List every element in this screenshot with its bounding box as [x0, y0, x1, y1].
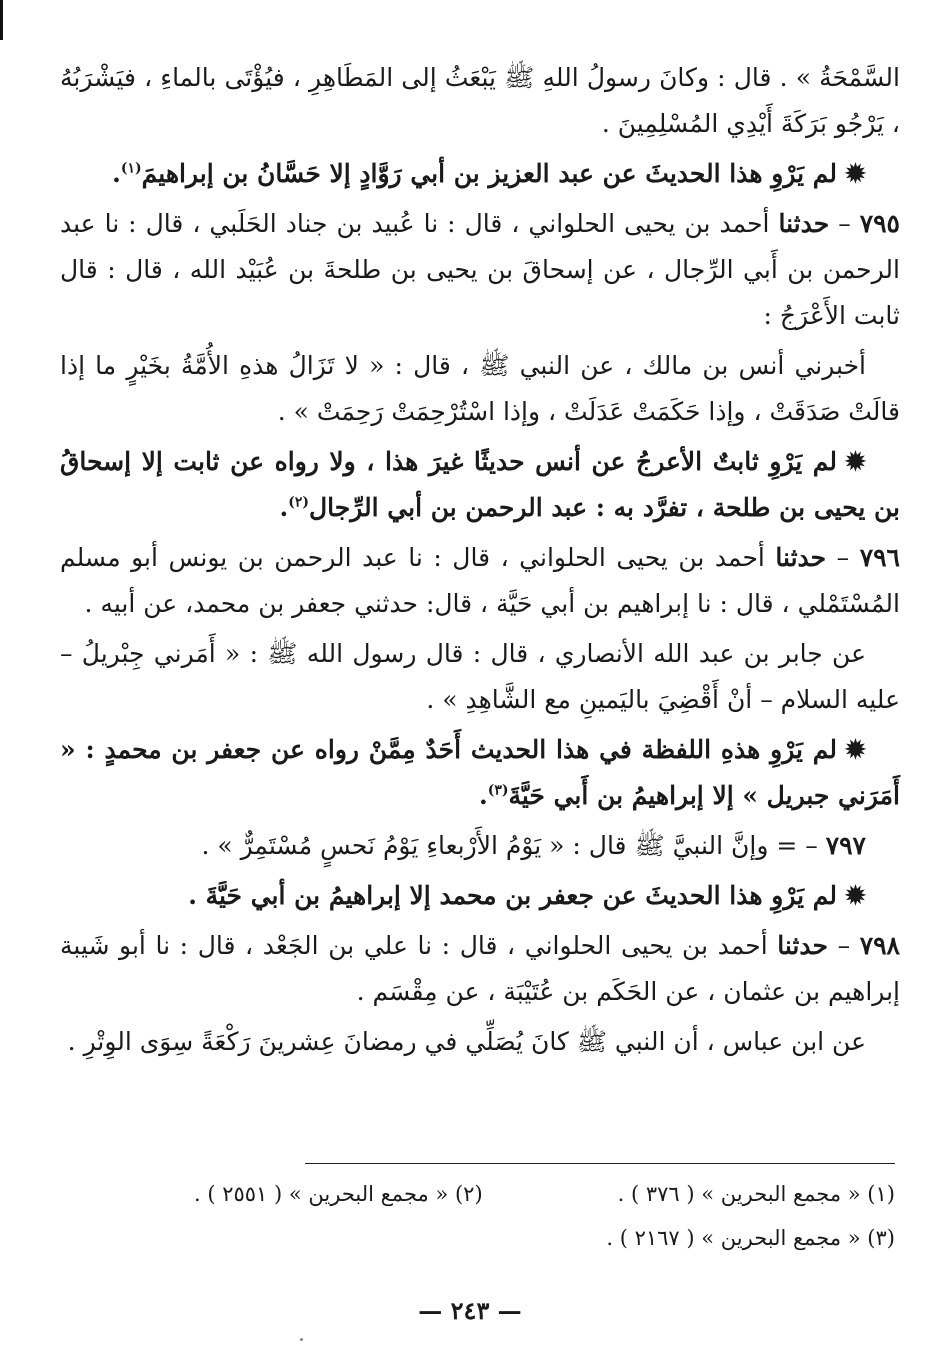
- commentary-1: [60, 151, 900, 197]
- hadith-dash: –: [829, 209, 860, 238]
- footnote-row: [60, 1172, 895, 1216]
- hadith-797: [60, 823, 900, 869]
- star-ornament-icon: ✹: [845, 735, 866, 764]
- star-ornament-icon: ✹: [845, 447, 866, 476]
- chain-keyword: حدثنا: [775, 543, 827, 572]
- chain-keyword: حدثنا: [777, 931, 828, 960]
- page-number: — ٢٤٣ —: [418, 1296, 522, 1325]
- commentary-end: .: [279, 493, 289, 522]
- commentary-end: .: [112, 159, 121, 188]
- hadith-number: ٧٩٥: [859, 209, 900, 238]
- isnad-text: أحمد بن يحيى الحلواني ، قال : نا عبد الرحمن بن يونس أبو مسلم المُسْتَمْلي ، قال : نا إبراهيم بن أبي حَيَّة ، قال: حدثني جعفر بن محمد، عن أبيه .: [60, 543, 900, 618]
- main-text: [60, 55, 900, 1069]
- footnote-divider: [305, 1163, 895, 1164]
- footnote-ref-3: (٣): [487, 782, 509, 799]
- star-ornament-icon: ✹: [845, 159, 866, 188]
- footnotes: [60, 1172, 895, 1260]
- hadith-798: [60, 923, 900, 1015]
- matn-text: عن جابر بن عبد الله الأنصاري ، قال : قال رسول الله ﷺ : « أَمَرني جِبْريلُ – عليه السلام – أنْ أَقْضِيَ باليَمينِ مع الشَّاهِدِ » .: [60, 639, 900, 714]
- matn-795: [60, 343, 900, 435]
- hadith-number: ٧٩٨: [859, 931, 900, 960]
- footnote-1: (١) « مجمع البحرين » ( ٣٧٦ ) .: [617, 1182, 895, 1206]
- star-ornament-icon: ✹: [845, 881, 866, 910]
- hadith-dash: –: [827, 931, 860, 960]
- narration-continuation: [60, 55, 900, 147]
- commentary-3: [60, 727, 900, 819]
- footnote-ref-1: (١): [120, 160, 142, 177]
- scan-speck: [300, 1338, 303, 1341]
- matn-text: أخبرني أنس بن مالك ، عن النبي ﷺ ، قال : « لا تَزَالُ هذهِ الأُمَّةُ بخَيْرٍ ما إذا قالَتْ صَدَقَتْ ، وإذا حَكَمَتْ عَدَلَتْ ، وإذا اسْتُرْحِمَتْ رَحِمَتْ » .: [60, 351, 900, 426]
- paragraph-text: السَّمْحَةُ » . قال : وكانَ رسولُ اللهِ ﷺ يَبْعَثُ إلى المَطَاهِرِ ، فيُؤْتَى بالماءِ ، فيَشْرَبُهُ ، يَرْجُو بَرَكَةَ أَيْدِي المُسْلِمِينَ .: [60, 63, 900, 138]
- hadith-number: ٧٩٧: [825, 831, 866, 860]
- commentary-2: [60, 439, 900, 531]
- commentary-text: لم يَرْوِ هذهِ اللفظة في هذا الحديث أَحَدٌ مِمَّنْ رواه عن جعفر بن محمدٍ : « أَمَرَني جبريل » إلا إبراهيمُ بن أَبي حَيَّةَ: [60, 735, 900, 810]
- chain-keyword: حدثنا: [778, 209, 830, 238]
- commentary-end: .: [478, 781, 488, 810]
- hadith-dash: –: [826, 543, 860, 572]
- hadith-text: – = وإنَّ النبيَّ ﷺ قال : « يَوْمُ الأَرْبعاءِ يَوْمُ نَحسٍ مُسْتَمِرٌّ » .: [201, 831, 826, 860]
- hadith-number: ٧٩٦: [859, 543, 900, 572]
- commentary-text: لم يَرْوِ ثابتٌ الأعرجُ عن أنس حديثًا غيرَ هذا ، ولا رواه عن ثابت إلا إسحاقُ بن يحيى بن طلحة ، تفرَّد به : عبد الرحمن بن أبي الرِّجال: [60, 447, 900, 522]
- matn-text: عن ابن عباس ، أن النبي ﷺ كانَ يُصَلِّي في رمضانَ عِشرينَ رَكْعَةً سِوَى الوِتْرِ .: [67, 1027, 866, 1056]
- scan-edge-mark: [0, 0, 3, 40]
- commentary-4: [60, 873, 900, 919]
- commentary-text: لم يَرْوِ هذا الحديثَ عن جعفر بن محمد إلا إبراهيمُ بن أبي حَيَّةَ .: [188, 881, 838, 910]
- footnote-ref-2: (٢): [288, 494, 309, 511]
- commentary-text: لم يَرْوِ هذا الحديثَ عن عبد العزيز بن أبي رَوَّادٍ إلا حَسَّانُ بن إبراهيمَ: [141, 159, 838, 188]
- hadith-795: [60, 201, 900, 339]
- isnad-text: أحمد بن يحيى الحلواني ، قال : نا علي بن الجَعْد ، قال : نا أبو شَيبة إبراهيم بن عثمان ، عن الحَكَم بن عُتَيْبَة ، عن مِقْسَم .: [60, 931, 900, 1006]
- hadith-796: [60, 535, 900, 627]
- footnote-2: (٢) « مجمع البحرين » ( ٢٥٥١ ) .: [194, 1182, 483, 1206]
- isnad-text: أحمد بن يحيى الحلواني ، قال : نا عُبيد بن جناد الحَلَبي ، قال : نا عبد الرحمن بن أَبي الرِّجال ، عن إسحاقَ بن يحيى بن طلحةَ بن عُبَيْد الله ، قال : قال ثابت الأَعْرَجُ :: [60, 209, 900, 330]
- matn-798: [60, 1019, 900, 1065]
- footnote-row: [60, 1216, 895, 1260]
- matn-796: [60, 631, 900, 723]
- footnote-3: (٣) « مجمع البحرين » ( ٢١٦٧ ) .: [606, 1226, 895, 1250]
